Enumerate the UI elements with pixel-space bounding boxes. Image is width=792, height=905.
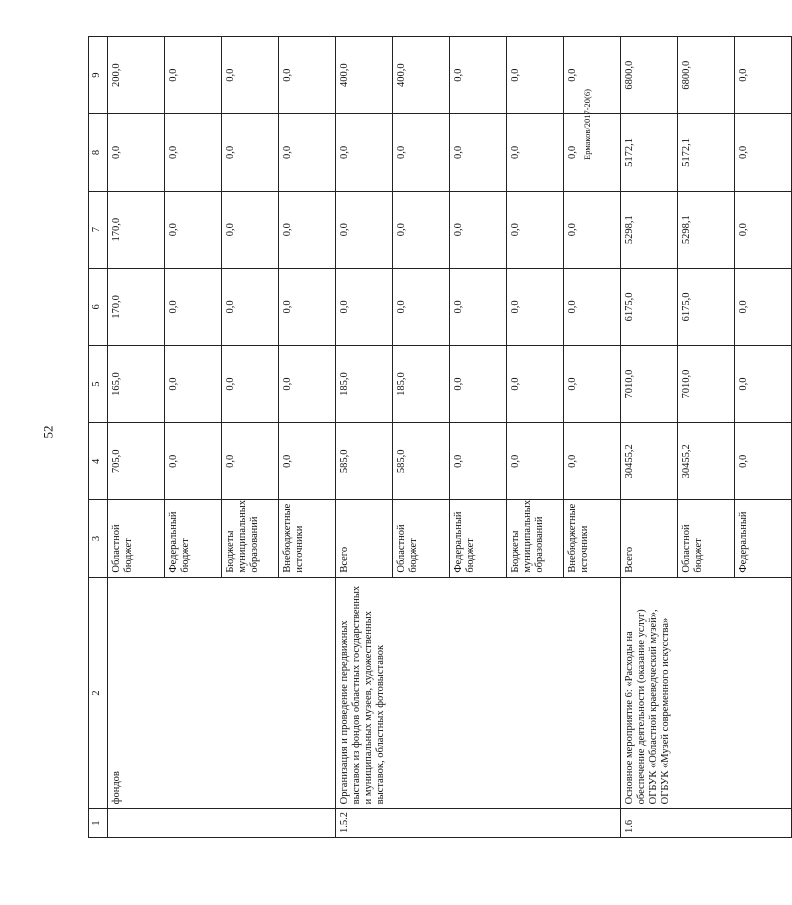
funding-source: Областной бюджет — [393, 500, 450, 577]
value-cell: 585,0 — [393, 423, 450, 500]
header-cell: 9 — [89, 37, 108, 114]
value-cell: 5172,1 — [621, 114, 678, 191]
value-cell: 0,0 — [222, 37, 279, 114]
value-cell: 0,0 — [450, 114, 507, 191]
value-cell: 30455,2 — [621, 423, 678, 500]
item-description: Организация и проведение передвижных выставок из фондов областных государственных и муниципальных музеев, художественных выставок, областных фотовыставок — [336, 577, 621, 809]
funding-source: Бюджеты муниципальных образований — [507, 500, 564, 577]
item-code: 1.5.2 — [336, 809, 621, 838]
item-code: 1.6 — [621, 809, 792, 838]
page-number: 52 — [40, 425, 56, 439]
value-cell: 0,0 — [393, 191, 450, 268]
value-cell: 165,0 — [108, 345, 165, 422]
value-cell: 6800,0 — [621, 37, 678, 114]
value-cell: 0,0 — [222, 114, 279, 191]
value-cell: 705,0 — [108, 423, 165, 500]
value-cell: 0,0 — [165, 423, 222, 500]
value-cell: 0,0 — [564, 268, 621, 345]
value-cell: 0,0 — [279, 37, 336, 114]
value-cell: 170,0 — [108, 268, 165, 345]
value-cell: 0,0 — [507, 191, 564, 268]
value-cell: 30455,2 — [678, 423, 735, 500]
value-cell: 0,0 — [564, 37, 621, 114]
header-cell: 3 — [89, 500, 108, 577]
value-cell: 0,0 — [735, 423, 792, 500]
value-cell: 0,0 — [450, 191, 507, 268]
value-cell: 5298,1 — [678, 191, 735, 268]
value-cell: 0,0 — [279, 191, 336, 268]
value-cell: 0,0 — [222, 268, 279, 345]
value-cell: 0,0 — [735, 345, 792, 422]
value-cell: 0,0 — [279, 268, 336, 345]
value-cell: 5298,1 — [621, 191, 678, 268]
header-cell: 1 — [89, 809, 108, 838]
value-cell: 0,0 — [222, 423, 279, 500]
header-cell: 8 — [89, 114, 108, 191]
value-cell: 0,0 — [735, 37, 792, 114]
header-cell: 7 — [89, 191, 108, 268]
value-cell: 0,0 — [222, 191, 279, 268]
value-cell: 185,0 — [336, 345, 393, 422]
footer-code: Ермаков/2017-20(6) — [582, 89, 592, 160]
value-cell: 0,0 — [279, 114, 336, 191]
value-cell: 0,0 — [108, 114, 165, 191]
value-cell: 0,0 — [450, 37, 507, 114]
funding-source: Федеральный бюджет — [165, 500, 222, 577]
table-row — [621, 37, 678, 838]
value-cell: 0,0 — [393, 268, 450, 345]
value-cell: 0,0 — [336, 268, 393, 345]
funding-source: Бюджеты муниципальных образований — [222, 500, 279, 577]
funding-source: Внебюджетные источники — [279, 500, 336, 577]
value-cell: 0,0 — [507, 114, 564, 191]
funding-source: Всего — [621, 500, 678, 577]
value-cell: 0,0 — [279, 345, 336, 422]
header-cell: 4 — [89, 423, 108, 500]
value-cell: 0,0 — [165, 191, 222, 268]
value-cell: 0,0 — [507, 345, 564, 422]
value-cell: 0,0 — [735, 191, 792, 268]
value-cell: 400,0 — [393, 37, 450, 114]
value-cell: 185,0 — [393, 345, 450, 422]
value-cell: 0,0 — [165, 114, 222, 191]
funding-source: Областной бюджет — [108, 500, 165, 577]
funding-source: Всего — [336, 500, 393, 577]
value-cell: 7010,0 — [621, 345, 678, 422]
funding-source: Федеральный — [735, 500, 792, 577]
value-cell: 0,0 — [165, 268, 222, 345]
funding-source: Внебюджетные источники — [564, 500, 621, 577]
header-cell: 6 — [89, 268, 108, 345]
item-description: Основное мероприятие 6: «Расходы на обеспечение деятельности (оказание услуг) ОГБУК «Областной краеведческий музей», ОГБУК «Музей современного искусства» — [621, 577, 792, 809]
value-cell: 0,0 — [735, 114, 792, 191]
value-cell: 0,0 — [564, 345, 621, 422]
value-cell: 0,0 — [735, 268, 792, 345]
value-cell: 0,0 — [279, 423, 336, 500]
value-cell: 0,0 — [222, 345, 279, 422]
value-cell: 6175,0 — [678, 268, 735, 345]
value-cell: 6175,0 — [621, 268, 678, 345]
value-cell: 0,0 — [165, 345, 222, 422]
value-cell: 5172,1 — [678, 114, 735, 191]
header-cell: 2 — [89, 577, 108, 809]
value-cell: 0,0 — [450, 345, 507, 422]
value-cell: 6800,0 — [678, 37, 735, 114]
header-cell: 5 — [89, 345, 108, 422]
value-cell: 400,0 — [336, 37, 393, 114]
funding-source: Федеральный бюджет — [450, 500, 507, 577]
value-cell: 0,0 — [564, 423, 621, 500]
budget-table — [88, 36, 792, 838]
value-cell: 0,0 — [336, 191, 393, 268]
item-code — [108, 809, 336, 838]
value-cell: 170,0 — [108, 191, 165, 268]
value-cell: 0,0 — [336, 114, 393, 191]
value-cell: 0,0 — [450, 423, 507, 500]
value-cell: 0,0 — [507, 37, 564, 114]
value-cell: 0,0 — [450, 268, 507, 345]
value-cell: 200,0 — [108, 37, 165, 114]
value-cell: 0,0 — [507, 423, 564, 500]
value-cell: 0,0 — [564, 114, 621, 191]
value-cell: 0,0 — [507, 268, 564, 345]
table-row — [336, 37, 393, 838]
value-cell: 0,0 — [165, 37, 222, 114]
value-cell: 7010,0 — [678, 345, 735, 422]
funding-source: Областной бюджет — [678, 500, 735, 577]
value-cell: 0,0 — [393, 114, 450, 191]
table-row — [108, 37, 165, 838]
item-description: фондов — [108, 577, 336, 809]
value-cell: 0,0 — [564, 191, 621, 268]
header-row — [89, 37, 108, 838]
value-cell: 585,0 — [336, 423, 393, 500]
